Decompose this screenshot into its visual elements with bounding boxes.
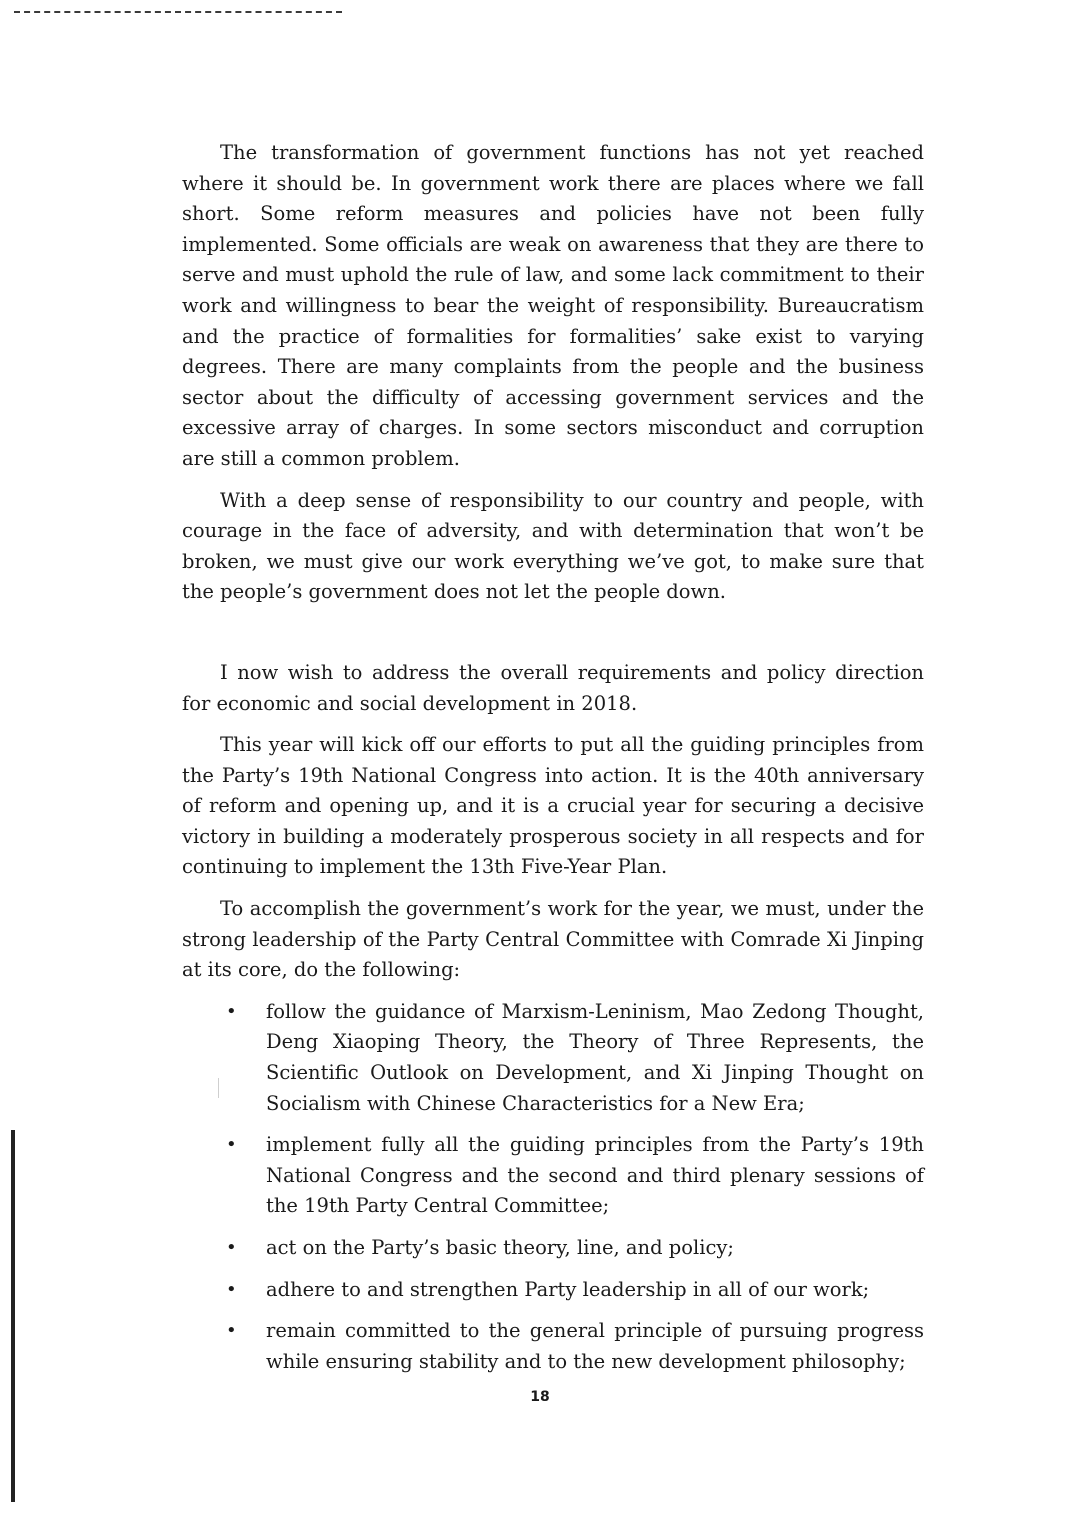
bullet-icon: •: [226, 1320, 237, 1342]
paragraph-responsibility: With a deep sense of responsibility to our country and people, with courage in the face of adversity, and with determination that won’t be broken, we must give our work everything we’ve got, to make sure that the people’s government does not let the people down.: [182, 488, 924, 604]
list-item: [226, 1233, 924, 1264]
bullet-icon: •: [226, 1237, 237, 1258]
bullet-icon: •: [226, 1000, 237, 1022]
paragraph-accomplish-work: To accomplish the government’s work for the year, we must, under the strong leadership of the Party Central Committee with Comrade Xi Jinping at its core, do the following:: [182, 897, 924, 982]
paragraph-this-year: This year will kick off our efforts to put all the guiding principles from the Party’s 19th National Congress into action. It is the 40th anniversary of reform and opening up, and it is a crucial year for securing a decisive victory in building a moderately prosperous society in all respects and for continuing to implement the 13th Five-Year Plan.: [182, 733, 924, 879]
list-item: [226, 997, 924, 1119]
list-item-text: act on the Party’s basic theory, line, and policy;: [266, 1236, 734, 1259]
requirements-list: [182, 997, 924, 1378]
bullet-icon: •: [226, 1278, 237, 1300]
page-number: 18: [530, 1389, 550, 1405]
list-item: [226, 1130, 924, 1222]
list-item-text: remain committed to the general principle of pursuing progress while ensuring stability and to the new development philosophy;: [266, 1319, 924, 1373]
list-item-text: adhere to and strengthen Party leadership in all of our work;: [266, 1277, 870, 1301]
list-item: [226, 1275, 924, 1306]
paragraph-overall-requirements: I now wish to address the overall requirements and policy direction for economic and social development in 2018.: [182, 660, 924, 715]
scan-margin-bar: [11, 1130, 15, 1502]
paragraph-shortcomings: The transformation of government functions has not yet reached where it should be. In government work there are places where we fall short. Some reform measures and policies have not been fully implemented. Some officials are weak on awareness that they are there to serve and must uphold the rule of law, and some lack commitment to their work and willingness to bear the weight of responsibility. Bureaucratism and the practice of formalities for formalities’ sake exist to varying degrees. There are many complaints from the people and the business sector about the difficulty of accessing government services and the excessive array of charges. In some sectors misconduct and corruption are still a common problem.: [182, 141, 924, 470]
document-body: [182, 138, 924, 1388]
list-item-text: implement fully all the guiding principles from the Party’s 19th National Congress and the second and third plenary sessions of the 19th Party Central Committee;: [266, 1133, 924, 1218]
list-item-text: follow the guidance of Marxism-Leninism, Mao Zedong Thought, Deng Xiaoping Theory, the Theory of Three Represents, the Scientific Outlook on Development, and Xi Jinping Thought on Socialism with Chinese Characteristics for a New Era;: [266, 999, 924, 1115]
list-item: [226, 1316, 924, 1377]
bullet-icon: •: [226, 1134, 237, 1156]
top-rule-line: [14, 11, 342, 13]
